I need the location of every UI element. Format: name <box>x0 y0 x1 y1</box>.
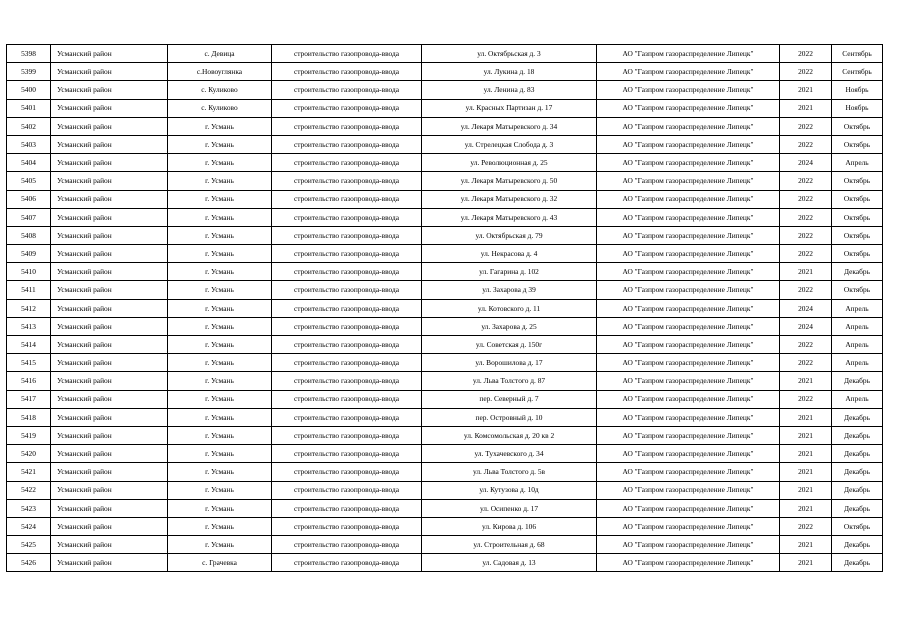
district-cell: Усманский район <box>51 372 168 390</box>
work-type-cell: строительство газопровода-ввода <box>272 299 422 317</box>
year-cell: 2021 <box>780 426 832 444</box>
month-cell: Апрель <box>832 154 883 172</box>
work-type-cell: строительство газопровода-ввода <box>272 63 422 81</box>
work-type-cell: строительство газопровода-ввода <box>272 172 422 190</box>
row-number-cell: 5410 <box>7 263 51 281</box>
district-cell: Усманский район <box>51 281 168 299</box>
settlement-cell: г. Усмань <box>168 536 272 554</box>
organization-cell: АО "Газпром газораспределение Липецк" <box>597 536 780 554</box>
table-row <box>7 81 883 99</box>
table-row <box>7 536 883 554</box>
year-cell: 2022 <box>780 172 832 190</box>
month-cell: Апрель <box>832 354 883 372</box>
work-type-cell: строительство газопровода-ввода <box>272 554 422 572</box>
table-row <box>7 499 883 517</box>
row-number-cell: 5403 <box>7 135 51 153</box>
year-cell: 2022 <box>780 208 832 226</box>
row-number-cell: 5424 <box>7 517 51 535</box>
year-cell: 2021 <box>780 463 832 481</box>
settlement-cell: г. Усмань <box>168 226 272 244</box>
settlement-cell: г. Усмань <box>168 336 272 354</box>
work-type-cell: строительство газопровода-ввода <box>272 45 422 63</box>
address-cell: ул. Гагарина д. 102 <box>422 263 597 281</box>
month-cell: Октябрь <box>832 117 883 135</box>
district-cell: Усманский район <box>51 426 168 444</box>
settlement-cell: с. Грачевка <box>168 554 272 572</box>
district-cell: Усманский район <box>51 536 168 554</box>
organization-cell: АО "Газпром газораспределение Липецк" <box>597 445 780 463</box>
work-type-cell: строительство газопровода-ввода <box>272 226 422 244</box>
month-cell: Декабрь <box>832 372 883 390</box>
organization-cell: АО "Газпром газораспределение Липецк" <box>597 208 780 226</box>
organization-cell: АО "Газпром газораспределение Липецк" <box>597 499 780 517</box>
row-number-cell: 5408 <box>7 226 51 244</box>
district-cell: Усманский район <box>51 154 168 172</box>
month-cell: Октябрь <box>832 135 883 153</box>
table-row <box>7 190 883 208</box>
organization-cell: АО "Газпром газораспределение Липецк" <box>597 263 780 281</box>
year-cell: 2022 <box>780 190 832 208</box>
month-cell: Октябрь <box>832 245 883 263</box>
month-cell: Апрель <box>832 299 883 317</box>
settlement-cell: с.Новоуглянка <box>168 63 272 81</box>
address-cell: ул. Октябрьская д. 79 <box>422 226 597 244</box>
address-cell: пер. Северный д. 7 <box>422 390 597 408</box>
table-row <box>7 299 883 317</box>
gasification-table <box>6 44 883 572</box>
year-cell: 2022 <box>780 135 832 153</box>
address-cell: пер. Островный д. 10 <box>422 408 597 426</box>
year-cell: 2021 <box>780 99 832 117</box>
table-row <box>7 63 883 81</box>
settlement-cell: г. Усмань <box>168 372 272 390</box>
row-number-cell: 5399 <box>7 63 51 81</box>
district-cell: Усманский район <box>51 445 168 463</box>
address-cell: ул. Лекаря Матыревского д. 34 <box>422 117 597 135</box>
settlement-cell: с. Девица <box>168 45 272 63</box>
table-row <box>7 408 883 426</box>
address-cell: ул. Советская д. 150г <box>422 336 597 354</box>
year-cell: 2022 <box>780 245 832 263</box>
row-number-cell: 5402 <box>7 117 51 135</box>
year-cell: 2024 <box>780 299 832 317</box>
year-cell: 2021 <box>780 554 832 572</box>
settlement-cell: г. Усмань <box>168 408 272 426</box>
row-number-cell: 5409 <box>7 245 51 263</box>
district-cell: Усманский район <box>51 81 168 99</box>
table-row <box>7 99 883 117</box>
year-cell: 2021 <box>780 445 832 463</box>
settlement-cell: г. Усмань <box>168 317 272 335</box>
district-cell: Усманский район <box>51 390 168 408</box>
settlement-cell: г. Усмань <box>168 481 272 499</box>
address-cell: ул. Некрасова д. 4 <box>422 245 597 263</box>
month-cell: Ноябрь <box>832 81 883 99</box>
organization-cell: АО "Газпром газораспределение Липецк" <box>597 117 780 135</box>
organization-cell: АО "Газпром газораспределение Липецк" <box>597 45 780 63</box>
address-cell: ул. Льва Толстого д. 5в <box>422 463 597 481</box>
row-number-cell: 5420 <box>7 445 51 463</box>
settlement-cell: г. Усмань <box>168 245 272 263</box>
settlement-cell: г. Усмань <box>168 426 272 444</box>
organization-cell: АО "Газпром газораспределение Липецк" <box>597 554 780 572</box>
year-cell: 2022 <box>780 354 832 372</box>
year-cell: 2022 <box>780 117 832 135</box>
settlement-cell: г. Усмань <box>168 517 272 535</box>
year-cell: 2021 <box>780 481 832 499</box>
work-type-cell: строительство газопровода-ввода <box>272 354 422 372</box>
organization-cell: АО "Газпром газораспределение Липецк" <box>597 517 780 535</box>
row-number-cell: 5421 <box>7 463 51 481</box>
work-type-cell: строительство газопровода-ввода <box>272 517 422 535</box>
year-cell: 2022 <box>780 226 832 244</box>
table-row <box>7 154 883 172</box>
organization-cell: АО "Газпром газораспределение Липецк" <box>597 426 780 444</box>
work-type-cell: строительство газопровода-ввода <box>272 372 422 390</box>
work-type-cell: строительство газопровода-ввода <box>272 99 422 117</box>
district-cell: Усманский район <box>51 172 168 190</box>
row-number-cell: 5415 <box>7 354 51 372</box>
organization-cell: АО "Газпром газораспределение Липецк" <box>597 390 780 408</box>
table-row <box>7 172 883 190</box>
district-cell: Усманский район <box>51 190 168 208</box>
organization-cell: АО "Газпром газораспределение Липецк" <box>597 481 780 499</box>
work-type-cell: строительство газопровода-ввода <box>272 499 422 517</box>
table-row <box>7 245 883 263</box>
organization-cell: АО "Газпром газораспределение Липецк" <box>597 354 780 372</box>
organization-cell: АО "Газпром газораспределение Липецк" <box>597 172 780 190</box>
year-cell: 2021 <box>780 499 832 517</box>
table-row <box>7 226 883 244</box>
month-cell: Октябрь <box>832 281 883 299</box>
organization-cell: АО "Газпром газораспределение Липецк" <box>597 408 780 426</box>
organization-cell: АО "Газпром газораспределение Липецк" <box>597 135 780 153</box>
district-cell: Усманский район <box>51 481 168 499</box>
month-cell: Октябрь <box>832 172 883 190</box>
month-cell: Декабрь <box>832 463 883 481</box>
year-cell: 2022 <box>780 336 832 354</box>
work-type-cell: строительство газопровода-ввода <box>272 536 422 554</box>
district-cell: Усманский район <box>51 45 168 63</box>
district-cell: Усманский район <box>51 263 168 281</box>
district-cell: Усманский район <box>51 117 168 135</box>
month-cell: Октябрь <box>832 517 883 535</box>
district-cell: Усманский район <box>51 463 168 481</box>
table-row <box>7 517 883 535</box>
table-row <box>7 372 883 390</box>
district-cell: Усманский район <box>51 336 168 354</box>
settlement-cell: г. Усмань <box>168 445 272 463</box>
settlement-cell: г. Усмань <box>168 190 272 208</box>
table-row <box>7 554 883 572</box>
district-cell: Усманский район <box>51 63 168 81</box>
organization-cell: АО "Газпром газораспределение Липецк" <box>597 245 780 263</box>
organization-cell: АО "Газпром газораспределение Липецк" <box>597 463 780 481</box>
month-cell: Декабрь <box>832 536 883 554</box>
address-cell: ул. Стрелецкая Слобода д. 3 <box>422 135 597 153</box>
row-number-cell: 5426 <box>7 554 51 572</box>
row-number-cell: 5407 <box>7 208 51 226</box>
row-number-cell: 5398 <box>7 45 51 63</box>
address-cell: ул. Лукина д. 18 <box>422 63 597 81</box>
row-number-cell: 5400 <box>7 81 51 99</box>
table-row <box>7 426 883 444</box>
year-cell: 2021 <box>780 81 832 99</box>
year-cell: 2022 <box>780 281 832 299</box>
organization-cell: АО "Газпром газораспределение Липецк" <box>597 63 780 81</box>
settlement-cell: г. Усмань <box>168 299 272 317</box>
settlement-cell: г. Усмань <box>168 263 272 281</box>
district-cell: Усманский район <box>51 99 168 117</box>
address-cell: ул. Комсомольская д. 20 кв 2 <box>422 426 597 444</box>
address-cell: ул. Льва Толстого д. 87 <box>422 372 597 390</box>
row-number-cell: 5423 <box>7 499 51 517</box>
work-type-cell: строительство газопровода-ввода <box>272 426 422 444</box>
row-number-cell: 5406 <box>7 190 51 208</box>
row-number-cell: 5416 <box>7 372 51 390</box>
work-type-cell: строительство газопровода-ввода <box>272 445 422 463</box>
month-cell: Октябрь <box>832 190 883 208</box>
settlement-cell: г. Усмань <box>168 154 272 172</box>
district-cell: Усманский район <box>51 354 168 372</box>
work-type-cell: строительство газопровода-ввода <box>272 208 422 226</box>
month-cell: Декабрь <box>832 408 883 426</box>
address-cell: ул. Котовского д. 11 <box>422 299 597 317</box>
district-cell: Усманский район <box>51 317 168 335</box>
work-type-cell: строительство газопровода-ввода <box>272 481 422 499</box>
district-cell: Усманский район <box>51 299 168 317</box>
row-number-cell: 5401 <box>7 99 51 117</box>
address-cell: ул. Кутузова д. 10д <box>422 481 597 499</box>
organization-cell: АО "Газпром газораспределение Липецк" <box>597 190 780 208</box>
work-type-cell: строительство газопровода-ввода <box>272 245 422 263</box>
settlement-cell: г. Усмань <box>168 208 272 226</box>
month-cell: Декабрь <box>832 263 883 281</box>
address-cell: ул. Лекаря Матыревского д. 50 <box>422 172 597 190</box>
table-row <box>7 117 883 135</box>
year-cell: 2021 <box>780 536 832 554</box>
district-cell: Усманский район <box>51 135 168 153</box>
settlement-cell: г. Усмань <box>168 463 272 481</box>
address-cell: ул. Кирова д. 106 <box>422 517 597 535</box>
row-number-cell: 5425 <box>7 536 51 554</box>
row-number-cell: 5417 <box>7 390 51 408</box>
settlement-cell: с. Куликово <box>168 81 272 99</box>
settlement-cell: г. Усмань <box>168 354 272 372</box>
table-row <box>7 208 883 226</box>
address-cell: ул. Ленина д. 83 <box>422 81 597 99</box>
district-cell: Усманский район <box>51 517 168 535</box>
work-type-cell: строительство газопровода-ввода <box>272 336 422 354</box>
work-type-cell: строительство газопровода-ввода <box>272 135 422 153</box>
district-cell: Усманский район <box>51 408 168 426</box>
table-row <box>7 45 883 63</box>
address-cell: ул. Ворошилова д. 17 <box>422 354 597 372</box>
address-cell: ул. Тухачевского д. 34 <box>422 445 597 463</box>
settlement-cell: г. Усмань <box>168 117 272 135</box>
organization-cell: АО "Газпром газораспределение Липецк" <box>597 99 780 117</box>
settlement-cell: г. Усмань <box>168 135 272 153</box>
work-type-cell: строительство газопровода-ввода <box>272 263 422 281</box>
address-cell: ул. Красных Партизан д. 17 <box>422 99 597 117</box>
row-number-cell: 5405 <box>7 172 51 190</box>
table-row <box>7 336 883 354</box>
year-cell: 2022 <box>780 63 832 81</box>
address-cell: ул. Осипенко д. 17 <box>422 499 597 517</box>
table-row <box>7 463 883 481</box>
row-number-cell: 5414 <box>7 336 51 354</box>
year-cell: 2022 <box>780 45 832 63</box>
work-type-cell: строительство газопровода-ввода <box>272 463 422 481</box>
address-cell: ул. Захарова д 39 <box>422 281 597 299</box>
row-number-cell: 5419 <box>7 426 51 444</box>
month-cell: Ноябрь <box>832 99 883 117</box>
year-cell: 2021 <box>780 263 832 281</box>
settlement-cell: г. Усмань <box>168 499 272 517</box>
table-row <box>7 135 883 153</box>
address-cell: ул. Лекаря Матыревского д. 32 <box>422 190 597 208</box>
row-number-cell: 5418 <box>7 408 51 426</box>
row-number-cell: 5404 <box>7 154 51 172</box>
work-type-cell: строительство газопровода-ввода <box>272 190 422 208</box>
month-cell: Апрель <box>832 390 883 408</box>
organization-cell: АО "Газпром газораспределение Липецк" <box>597 299 780 317</box>
month-cell: Апрель <box>832 317 883 335</box>
table-row <box>7 354 883 372</box>
organization-cell: АО "Газпром газораспределение Липецк" <box>597 317 780 335</box>
month-cell: Сентябрь <box>832 63 883 81</box>
district-cell: Усманский район <box>51 208 168 226</box>
settlement-cell: г. Усмань <box>168 172 272 190</box>
organization-cell: АО "Газпром газораспределение Липецк" <box>597 336 780 354</box>
work-type-cell: строительство газопровода-ввода <box>272 81 422 99</box>
address-cell: ул. Революционная д. 25 <box>422 154 597 172</box>
district-cell: Усманский район <box>51 245 168 263</box>
work-type-cell: строительство газопровода-ввода <box>272 154 422 172</box>
work-type-cell: строительство газопровода-ввода <box>272 317 422 335</box>
table-row <box>7 390 883 408</box>
row-number-cell: 5411 <box>7 281 51 299</box>
settlement-cell: с. Куликово <box>168 99 272 117</box>
table-row <box>7 445 883 463</box>
table-row <box>7 317 883 335</box>
organization-cell: АО "Газпром газораспределение Липецк" <box>597 226 780 244</box>
year-cell: 2022 <box>780 390 832 408</box>
settlement-cell: г. Усмань <box>168 390 272 408</box>
month-cell: Апрель <box>832 336 883 354</box>
work-type-cell: строительство газопровода-ввода <box>272 408 422 426</box>
table-row <box>7 281 883 299</box>
month-cell: Декабрь <box>832 426 883 444</box>
table-row <box>7 481 883 499</box>
organization-cell: АО "Газпром газораспределение Липецк" <box>597 372 780 390</box>
district-cell: Усманский район <box>51 554 168 572</box>
work-type-cell: строительство газопровода-ввода <box>272 390 422 408</box>
month-cell: Декабрь <box>832 445 883 463</box>
year-cell: 2021 <box>780 408 832 426</box>
table-row <box>7 263 883 281</box>
organization-cell: АО "Газпром газораспределение Липецк" <box>597 154 780 172</box>
settlement-cell: г. Усмань <box>168 281 272 299</box>
month-cell: Октябрь <box>832 208 883 226</box>
address-cell: ул. Октябрьская д. 3 <box>422 45 597 63</box>
year-cell: 2022 <box>780 517 832 535</box>
table-body <box>7 45 883 572</box>
district-cell: Усманский район <box>51 499 168 517</box>
year-cell: 2021 <box>780 372 832 390</box>
organization-cell: АО "Газпром газораспределение Липецк" <box>597 81 780 99</box>
work-type-cell: строительство газопровода-ввода <box>272 117 422 135</box>
month-cell: Декабрь <box>832 554 883 572</box>
work-type-cell: строительство газопровода-ввода <box>272 281 422 299</box>
address-cell: ул. Садовая д. 13 <box>422 554 597 572</box>
address-cell: ул. Строительная д. 68 <box>422 536 597 554</box>
row-number-cell: 5413 <box>7 317 51 335</box>
year-cell: 2024 <box>780 317 832 335</box>
address-cell: ул. Лекаря Матыревского д. 43 <box>422 208 597 226</box>
address-cell: ул. Захарова д. 25 <box>422 317 597 335</box>
district-cell: Усманский район <box>51 226 168 244</box>
month-cell: Декабрь <box>832 499 883 517</box>
row-number-cell: 5422 <box>7 481 51 499</box>
month-cell: Сентябрь <box>832 45 883 63</box>
row-number-cell: 5412 <box>7 299 51 317</box>
organization-cell: АО "Газпром газораспределение Липецк" <box>597 281 780 299</box>
month-cell: Октябрь <box>832 226 883 244</box>
year-cell: 2024 <box>780 154 832 172</box>
month-cell: Декабрь <box>832 481 883 499</box>
